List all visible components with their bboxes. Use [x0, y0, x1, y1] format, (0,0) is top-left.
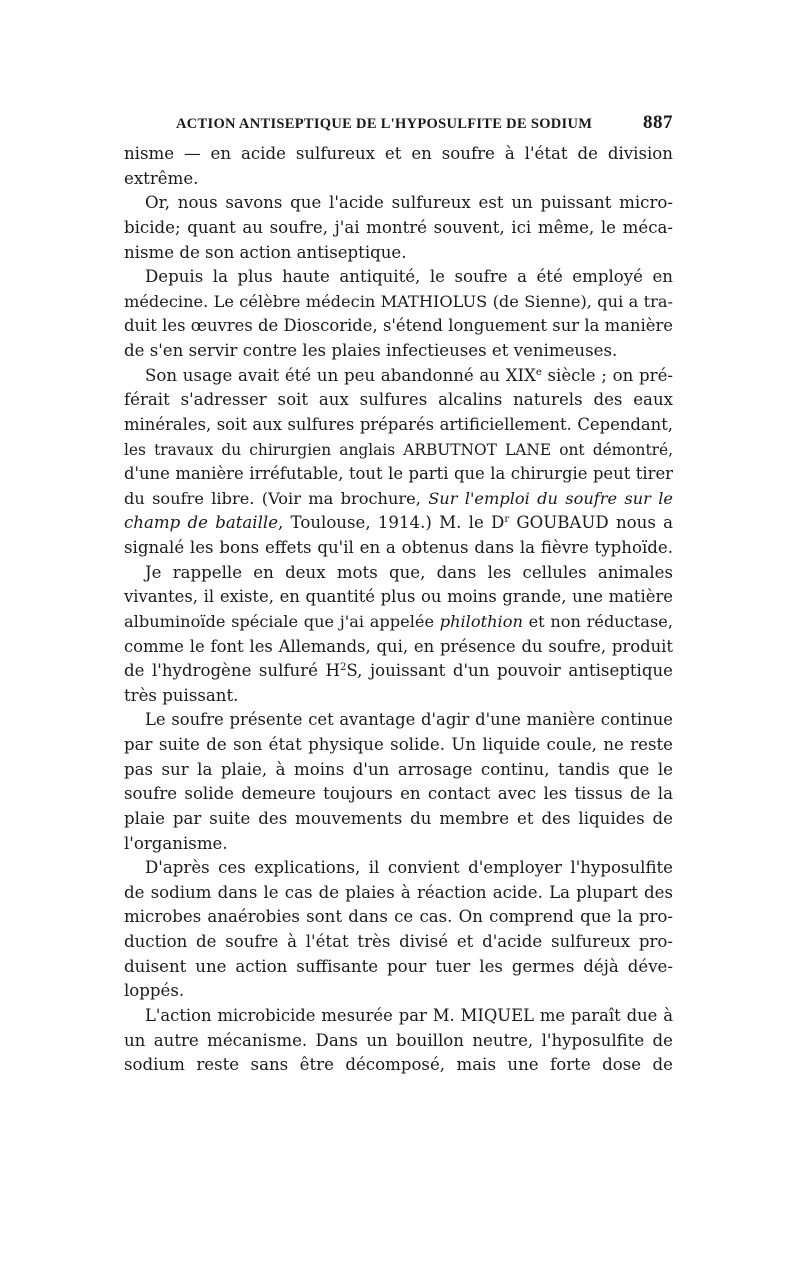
text-segment: les travaux du chirurgien anglais — [124, 440, 404, 459]
text-line — [124, 659, 673, 684]
text-segment: duisent une action suffisante pour tuer les germes déjà déve- — [124, 956, 673, 976]
text-segment: S, jouissant d'un pouvoir antiseptique — [346, 661, 673, 681]
text-segment: nisme — en acide sulfureux et en soufre à l'état de division — [124, 144, 673, 163]
italic-text: champ de bataille — [124, 513, 279, 533]
text-segment: Son usage avait été un peu abandonné au — [145, 365, 506, 385]
text-line — [124, 142, 673, 167]
text-segment: duction de soufre à l'état très divisé et d'acide sulfureux pro- — [124, 932, 673, 951]
italic-text: philothion — [439, 611, 523, 631]
text-line — [124, 536, 673, 561]
text-line — [124, 979, 673, 1004]
superscript: e — [535, 366, 542, 378]
text-segment: albuminoïde spéciale que j'ai appelée — [124, 611, 440, 631]
text-line — [124, 191, 673, 216]
small-caps-name: MATHIOLUS — [380, 291, 488, 311]
text-line — [124, 1029, 673, 1054]
text-line — [124, 610, 673, 635]
text-segment: l'organisme. — [124, 833, 228, 853]
text-line — [124, 708, 673, 733]
text-line — [124, 339, 673, 364]
text-line — [124, 561, 673, 586]
text-segment: du soufre libre. (Voir ma brochure, — [124, 488, 429, 508]
text-segment: de l'hydrogène sulfuré H — [124, 661, 340, 681]
text-line — [124, 167, 673, 192]
text-segment: Je rappelle en deux mots que, dans les cellules animales — [145, 562, 673, 582]
superscript: r — [504, 514, 510, 526]
small-caps-name: ARBUTNOT LANE — [403, 440, 552, 459]
italic-text: Sur l'emploi du soufre sur le — [428, 488, 673, 508]
superscript: 2 — [340, 662, 347, 674]
small-caps-name: MIQUEL — [460, 1005, 534, 1025]
text-segment: Depuis la plus haute antiquité, le soufre a été employé en — [145, 267, 673, 287]
text-line — [124, 856, 673, 881]
text-line — [124, 955, 673, 980]
text-line — [124, 1053, 673, 1078]
book-page — [124, 112, 673, 1078]
text-line — [124, 807, 673, 832]
text-line — [124, 511, 673, 536]
text-segment: (de Sienne), qui a tra- — [487, 291, 673, 311]
text-segment: soufre solide demeure toujours en contact avec les tissus de la — [124, 784, 673, 804]
text-segment: pas sur la plaie, à moins d'un arrosage continu, tandis que le — [124, 759, 673, 779]
text-line — [124, 684, 673, 709]
text-segment: signalé les bons effets qu'il en a obtenus dans la fièvre typhoïde. — [124, 538, 673, 557]
text-segment: L'action microbicide mesurée par M. — [145, 1005, 461, 1025]
body-text — [124, 142, 673, 1078]
text-line — [124, 758, 673, 783]
text-line — [124, 413, 673, 438]
text-segment: très puissant. — [124, 685, 239, 705]
text-line — [124, 388, 673, 413]
text-segment: siècle ; on pré- — [541, 365, 673, 385]
text-line — [124, 585, 673, 610]
text-line — [124, 364, 673, 389]
text-line — [124, 314, 673, 339]
text-line — [124, 733, 673, 758]
text-segment: extrême. — [124, 168, 199, 188]
text-line — [124, 290, 673, 315]
text-line — [124, 832, 673, 857]
text-segment: un autre mécanisme. Dans un bouillon neutre, l'hyposulfite de — [124, 1030, 673, 1050]
text-segment: microbes anaérobies sont dans ce cas. On comprend que la pro- — [124, 907, 673, 927]
text-segment: loppés. — [124, 981, 185, 1001]
text-segment: ont démontré, — [551, 440, 673, 459]
text-segment: duit les œuvres de Dioscoride, s'étend longuement sur la manière — [124, 316, 673, 336]
text-line — [124, 265, 673, 290]
text-line — [124, 930, 673, 955]
text-line — [124, 462, 673, 487]
text-line — [124, 1004, 673, 1029]
text-segment: minérales, soit aux sulfures préparés artificiellement. Cependant, — [124, 414, 673, 434]
small-caps-name: XIX — [505, 365, 536, 385]
text-segment: de s'en servir contre les plaies infectieuses et venimeuses. — [124, 341, 618, 360]
text-segment: me paraît due à — [533, 1005, 673, 1025]
text-line — [124, 635, 673, 660]
small-caps-name: GOUBAUD — [516, 513, 609, 533]
text-segment: de sodium dans le cas de plaies à réaction acide. La plupart des — [124, 882, 673, 902]
text-segment: par suite de son état physique solide. Un liquide coule, ne reste — [124, 735, 673, 754]
text-segment: Le soufre présente cet avantage d'agir d'une manière continue — [145, 710, 673, 730]
text-segment: nous a — [608, 513, 673, 533]
text-segment: Or, nous savons que l'acide sulfureux est un puissant micro- — [145, 193, 673, 213]
page-number: 887 — [643, 112, 673, 133]
text-segment: sodium reste sans être décomposé, mais une forte dose de — [124, 1055, 673, 1075]
text-segment: férait s'adresser soit aux sulfures alcalins naturels des eaux — [124, 390, 673, 410]
text-line — [124, 905, 673, 930]
text-segment: D'après ces explications, il convient d'employer l'hyposulfite — [145, 858, 673, 878]
text-segment: vivantes, il existe, en quantité plus ou moins grande, une matière — [124, 587, 673, 607]
text-segment: plaie par suite des mouvements du membre et des liquides de — [124, 808, 673, 828]
text-segment: médecine. Le célèbre médecin — [124, 291, 381, 311]
running-header — [124, 112, 673, 142]
text-segment: et non réductase, — [522, 611, 673, 631]
text-line — [124, 241, 673, 266]
text-segment: , Toulouse, 1914.) M. le D — [278, 513, 505, 533]
text-segment: comme le font les Allemands, qui, en présence du soufre, produit — [124, 636, 673, 656]
text-line — [124, 487, 673, 512]
text-segment: nisme de son action antiseptique. — [124, 242, 407, 262]
text-line — [124, 782, 673, 807]
text-line — [124, 216, 673, 241]
running-title: ACTION ANTISEPTIQUE DE L'HYPOSULFITE DE SODIUM — [176, 116, 593, 132]
text-segment: bicide; quant au soufre, j'ai montré souvent, ici même, le méca- — [124, 217, 673, 237]
text-line — [124, 438, 673, 463]
text-line — [124, 881, 673, 906]
text-segment: d'une manière irréfutable, tout le parti que la chirurgie peut tirer — [124, 464, 673, 484]
